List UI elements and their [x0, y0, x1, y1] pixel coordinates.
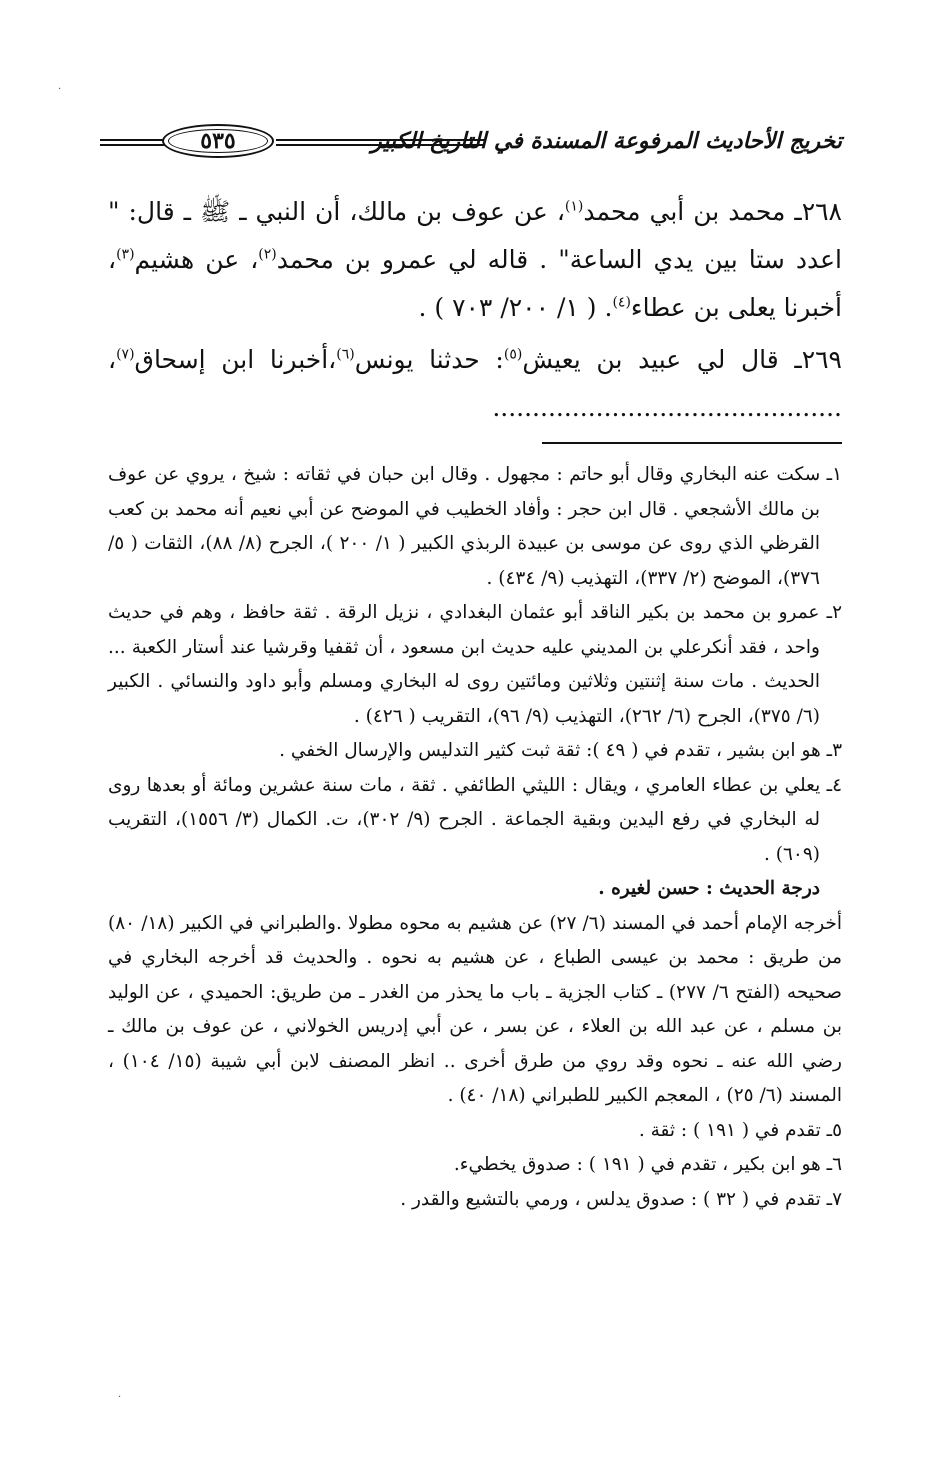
- footnote-ref-5: (٥): [503, 346, 523, 363]
- footnote-5: ٥ـ تقدم في ( ١٩١ ) : ثقة .: [638, 1119, 842, 1141]
- hadith-268-part-a: ٢٦٨ـ محمد بن أبي محمد: [583, 197, 842, 226]
- header-rule-right: [276, 139, 484, 146]
- footnote-ref-1: (١): [564, 198, 584, 215]
- footnote-ref-6: (٦): [336, 346, 355, 363]
- header-rule-left: [100, 139, 164, 146]
- scan-speck-bottom: ·: [118, 1392, 122, 1403]
- hadith-269-part-d: ، ............................................: [108, 345, 842, 422]
- running-title: تخريج الأحاديث المرفوعة المسندة في التاريخ الكبير: [371, 128, 842, 154]
- footnote-ref-2: (٢): [258, 246, 277, 263]
- hadith-grade: درجة الحديث : حسن لغيره .: [598, 878, 820, 899]
- footnote-separator: [542, 442, 842, 444]
- hadith-269-part-c: ،أخبرنا ابن إسحاق: [134, 345, 337, 374]
- scan-speck: ·: [58, 84, 62, 95]
- hadith-268-part-c: ، عن هشيم: [134, 245, 259, 274]
- hadith-268-part-d: ، أخبرنا يعلى بن عطاء: [108, 245, 842, 322]
- hadith-268-part-b: ، عن عوف بن مالك، أن النبي ـ ﷺ ـ قال: " اعدد ستا بين يدي الساعة" . قاله لي عمرو بن محمد: [108, 197, 843, 274]
- footnote-ref-7: (٧): [116, 346, 135, 363]
- footnote-1: ١ـ سكت عنه البخاري وقال أبو حاتم : مجهول . وقال ابن حبان في ثقاته : شيخ ، يروي عن عوف بن مالك الأشجعي . قال ابن حجر : وأفاد الخطيب في الموضح عن أبي نعيم أنه محمد بن كعب القرظي الذي روى عن موسى بن عبيدة الربذي الكبير ( ١/ ٢٠٠ )، الجرح (٨/ ٨٨)، الثقات ( ٥/ ٣٧٦)، الموضح (٢/ ٣٣٧)، التهذيب (٩/ ٤٣٤) .: [108, 464, 842, 589]
- page-number-badge: [162, 124, 274, 158]
- footnote-7: ٧ـ تقدم في ( ٣٢ ) : صدوق يدلس ، ورمي بالتشيع والقدر .: [400, 1188, 842, 1210]
- main-hadith-text: [108, 188, 842, 436]
- hadith-268-part-e: . ( ١/ ٢٠٠/ ٧٠٣ ) .: [418, 293, 613, 322]
- footnote-ref-3: (٣): [116, 246, 135, 263]
- footnotes: [108, 458, 842, 1217]
- footnote-2: ٢ـ عمرو بن محمد بن بكير الناقد أبو عثمان البغدادي ، نزيل الرقة . ثقة حافظ ، وهم في حديث واحد ، فقد أنكرعلي بن المديني عليه حديث ابن مسعود ، أن ثقفيا وقرشيا عند أستار الكعبة ... الحديث . مات سنة إثنتين وثلاثين ومائتين روى له البخاري ومسلم وأبو داود والنسائي . الكبير (٦/ ٣٧٥)، الجرح (٦/ ٢٦٢)، التهذيب (٩/ ٩٦)، التقريب ( ٤٢٦) .: [108, 602, 842, 727]
- page-number: ٥٣٥: [200, 128, 236, 154]
- hadith-269-part-b: : حدثنا يونس: [354, 345, 504, 374]
- page-number-badge-inner-ring: [168, 129, 268, 153]
- hadith-269-part-a: ٢٦٩ـ قال لي عبيد بن يعيش: [522, 345, 842, 374]
- takhrij-paragraph: أخرجه الإمام أحمد في المسند (٦/ ٢٧) عن هشيم به محوه مطولا .والطبراني في الكبير (١٨/ ٨٠) من طريق : محمد بن عيسى الطباع ، عن هشيم به نحوه . والحديث قد أخرجه البخاري في صحيحه (الفتح ٦/ ٢٧٧) ـ كتاب الجزية ـ باب ما يحذر من الغدر ـ من طريق: الحميدي ، عن الوليد بن مسلم ، عن عبد الله بن العلاء ، عن بسر ، عن أبي إدريس الخولاني ، عن عوف بن مالك ـ رضي الله عنه ـ نحوه وقد روي من طرق أخرى .. انظر المصنف لابن أبي شيبة (١٥/ ١٠٤) ، المسند (٦/ ٢٥) ، المعجم الكبير للطبراني (١٨/ ٤٠) .: [108, 912, 843, 1106]
- hadith-268: [108, 188, 842, 332]
- running-header: [100, 118, 842, 168]
- footnote-6: ٦ـ هو ابن بكير ، تقدم في ( ١٩١ ) : صدوق يخطيء.: [453, 1154, 842, 1175]
- footnote-ref-4: (٤): [612, 294, 631, 311]
- footnote-4: ٤ـ يعلي بن عطاء العامري ، ويقال : الليثي الطائفي . ثقة ، مات سنة عشرين ومائة أو بعدها روى له البخاري في رفع اليدين وبقية الجماعة . الجرح (٩/ ٣٠٢)، ت. الكمال (٣/ ١٥٥٦)، التقريب (٦٠٩) .: [108, 774, 842, 865]
- hadith-269: [108, 336, 842, 432]
- footnote-3: ٣ـ هو ابن بشير ، تقدم في ( ٤٩ ): ثقة ثبت كثير التدليس والإرسال الخفي .: [279, 740, 842, 761]
